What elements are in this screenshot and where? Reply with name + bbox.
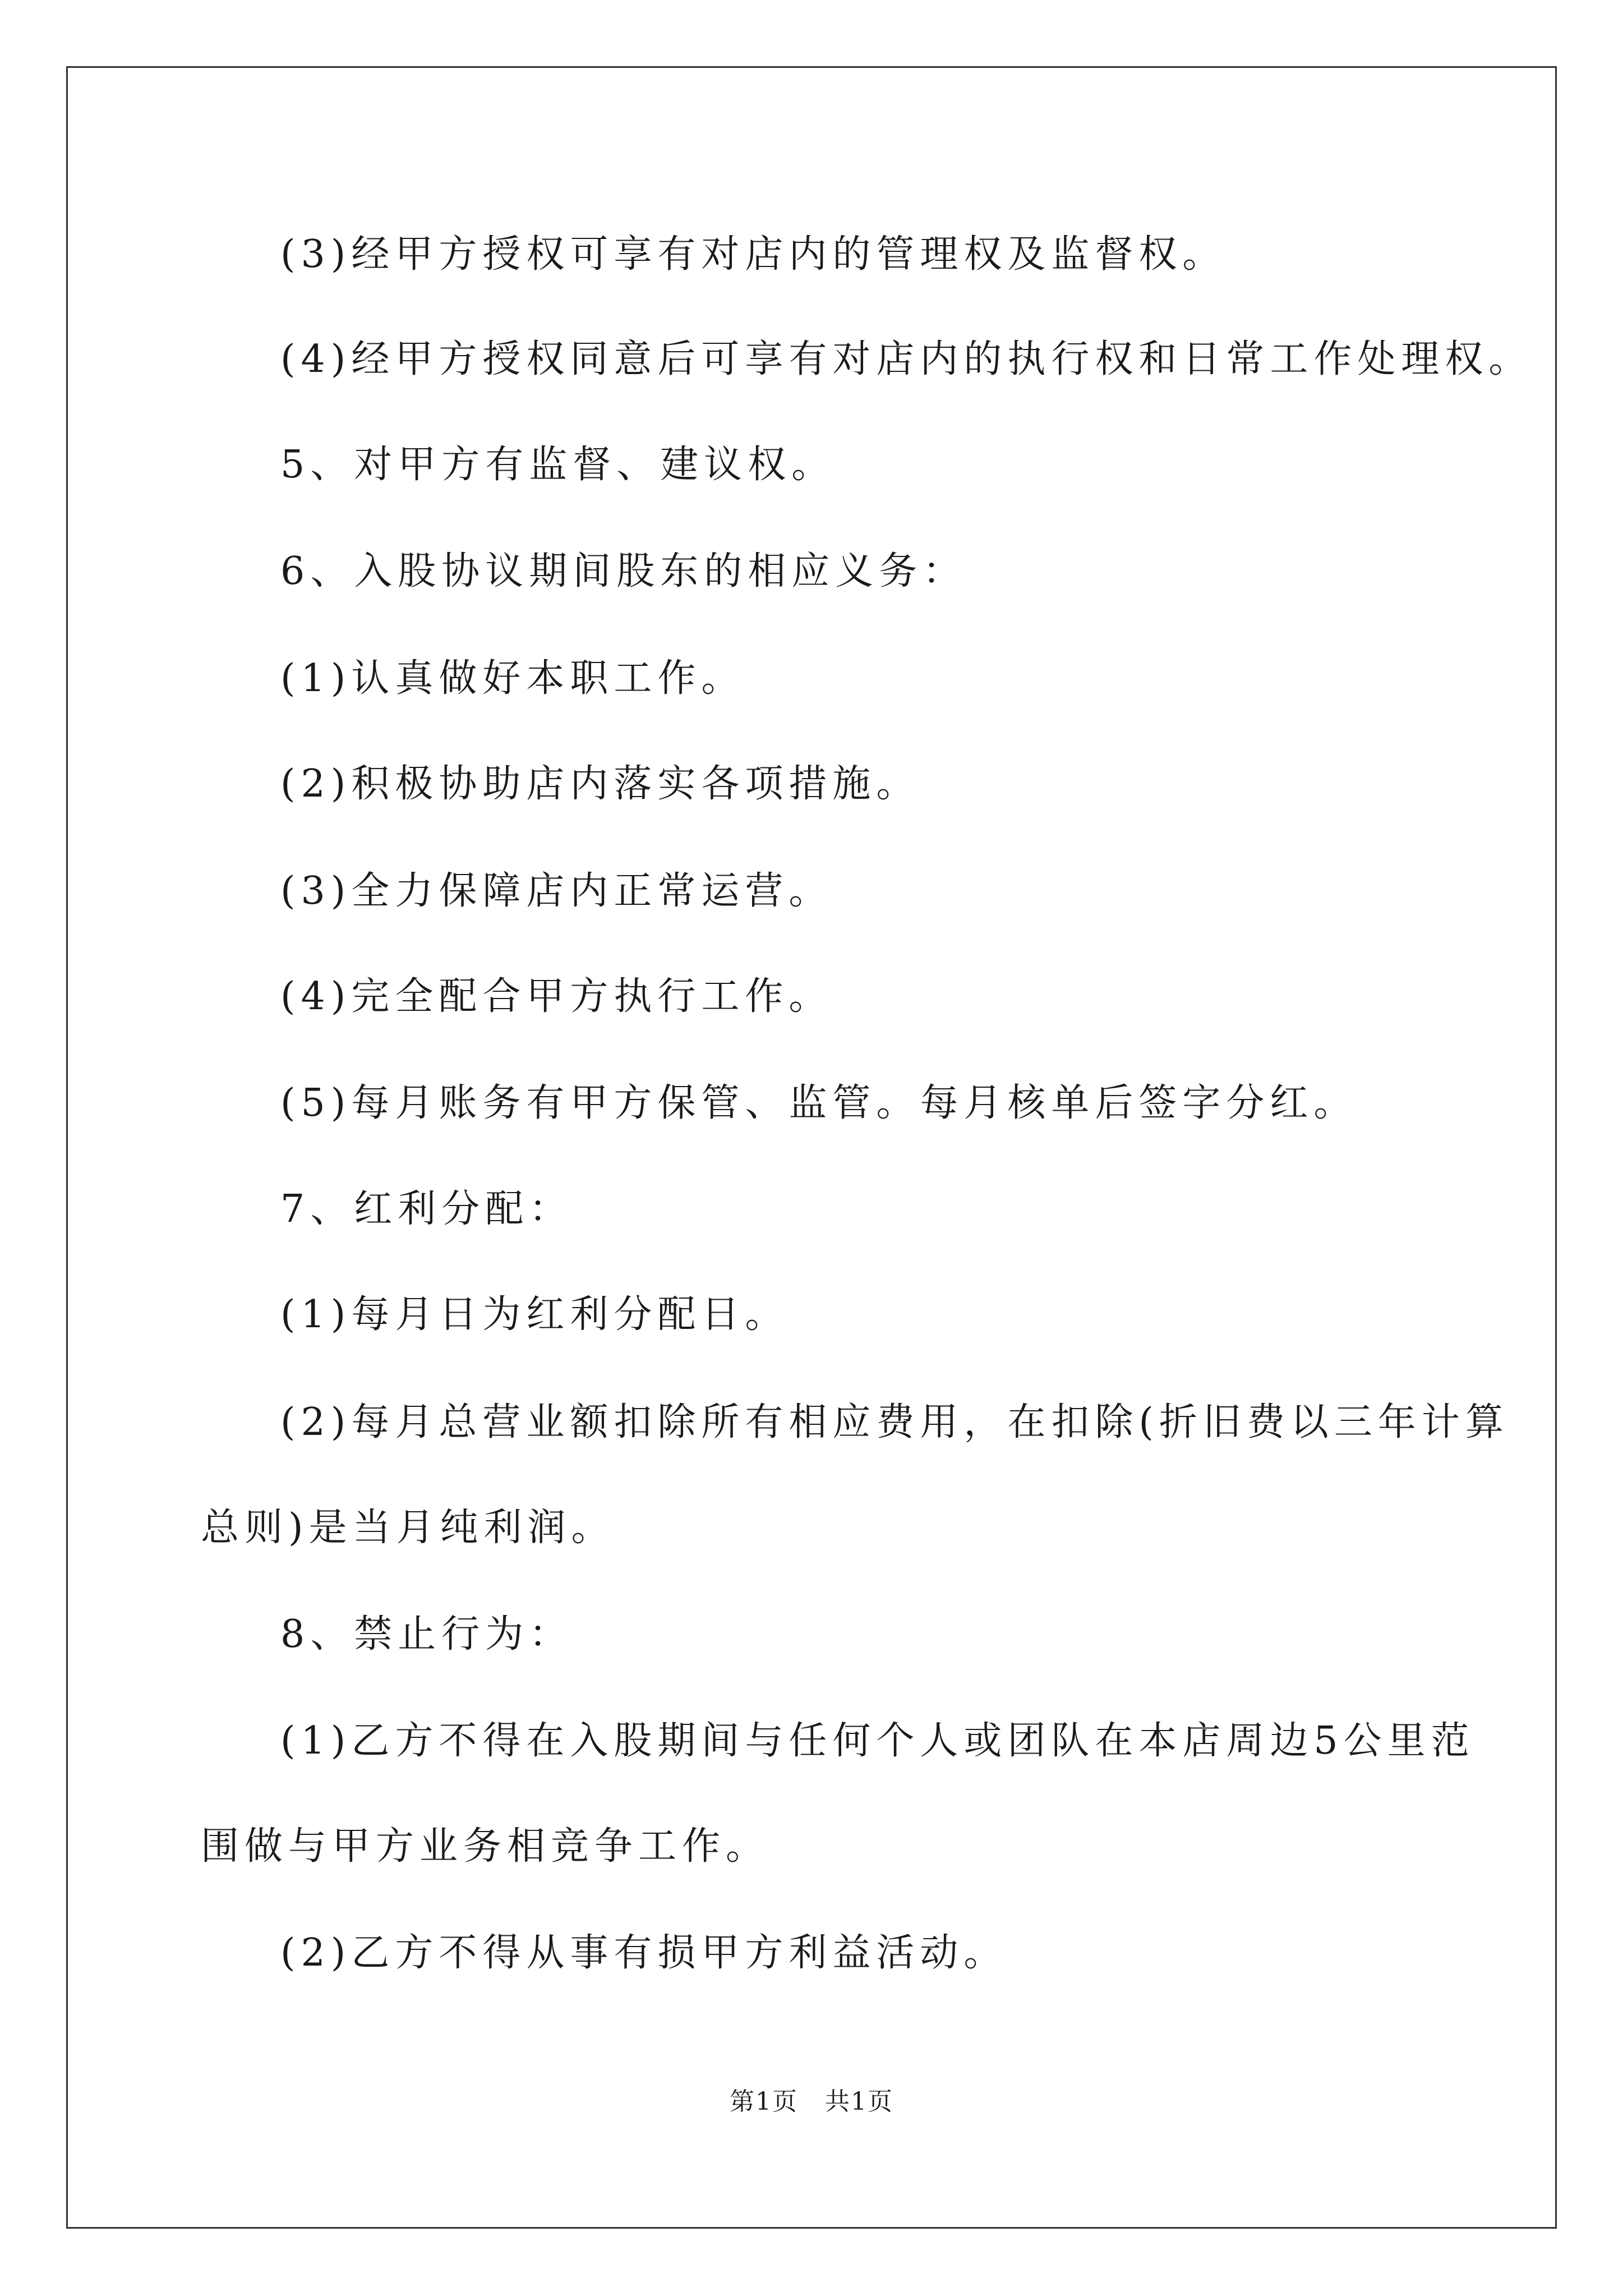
paragraph-prohibited-1-line1: (1)乙方不得在入股期间与任何个人或团队在本店周边5公里范 (280, 1719, 1475, 1763)
paragraph-dividend-1: (1)每月日为红利分配日。 (280, 1292, 789, 1337)
paragraph-dividend-2-line1: (2)每月总营业额扣除所有相应费用，在扣除(折旧费以三年计算 (280, 1400, 1509, 1444)
page-number-footer: 第1页 共1页 (730, 2087, 893, 2116)
paragraph-dividend-2-line2: 总则)是当月纯利润。 (201, 1506, 615, 1550)
paragraph-obligation-1: (1)认真做好本职工作。 (280, 656, 745, 701)
paragraph-4-execution-rights: (4)经甲方授权同意后可享有对店内的执行权和日常工作处理权。 (280, 337, 1533, 381)
paragraph-8-prohibited-heading: 8、禁止行为： (280, 1612, 573, 1657)
paragraph-3-management-rights: (3)经甲方授权可享有对店内的管理权及监督权。 (280, 232, 1227, 277)
paragraph-7-dividend-heading: 7、红利分配： (280, 1187, 573, 1231)
paragraph-obligation-5: (5)每月账务有甲方保管、监管。每月核单后签字分红。 (280, 1081, 1358, 1125)
page-frame (66, 66, 1557, 2229)
paragraph-6-obligations-heading: 6、入股协议期间股东的相应义务： (280, 549, 967, 593)
paragraph-obligation-4: (4)完全配合甲方执行工作。 (280, 974, 833, 1019)
paragraph-prohibited-2: (2)乙方不得从事有损甲方利益活动。 (280, 1931, 1008, 1975)
paragraph-obligation-2: (2)积极协助店内落实各项措施。 (280, 762, 920, 806)
paragraph-prohibited-1-line2: 围做与甲方业务相竞争工作。 (201, 1824, 770, 1869)
paragraph-obligation-3: (3)全力保障店内正常运营。 (280, 869, 833, 913)
paragraph-5-supervision: 5、对甲方有监督、建议权。 (280, 443, 836, 487)
